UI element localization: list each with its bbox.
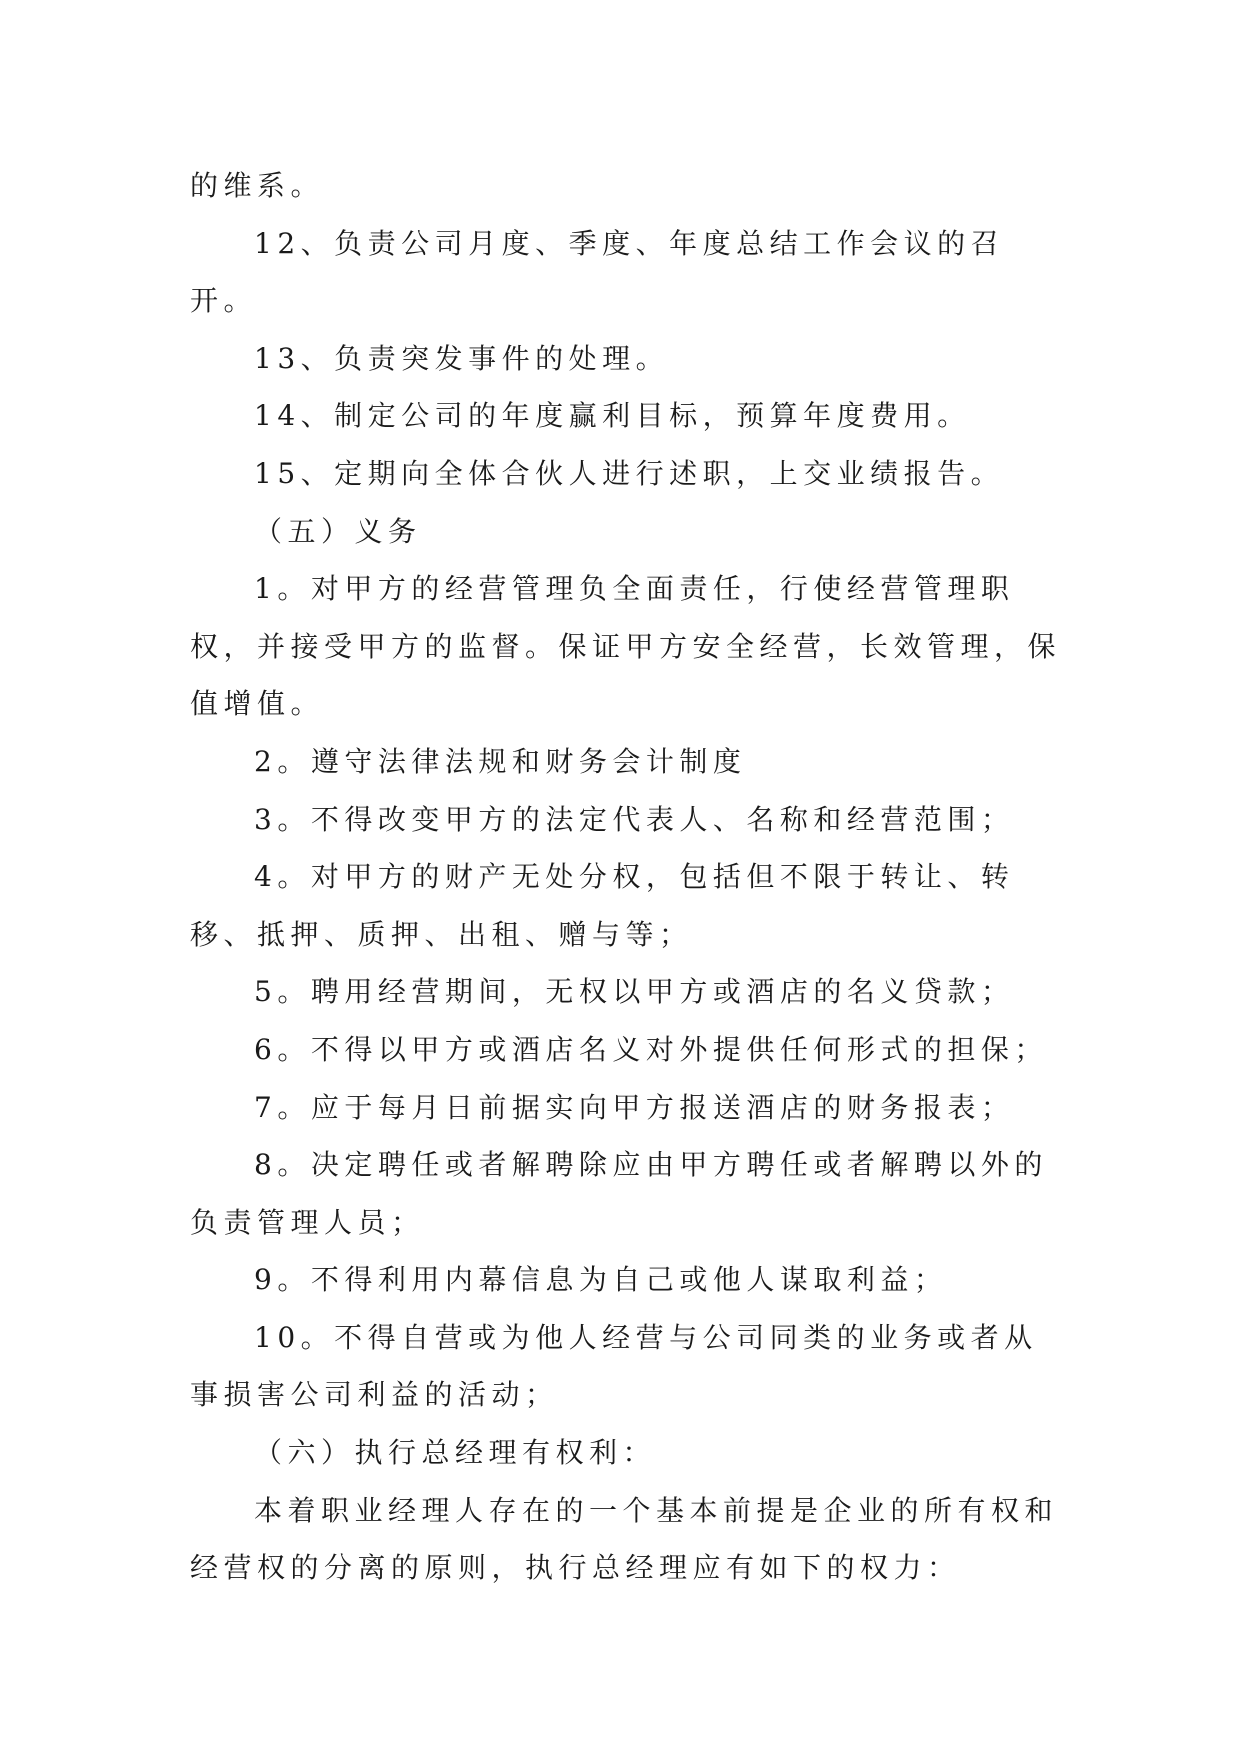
paragraph-obligation-4: 4。对甲方的财产无处分权，包括但不限于转让、转移、抵押、质押、出租、赠与等； <box>190 860 1015 951</box>
paragraph-obligation-9: 9。不得利用内幕信息为自己或他人谋取利益； <box>254 1263 948 1297</box>
paragraph-obligation-2: 2。遵守法律法规和财务会计制度 <box>254 744 747 778</box>
document-body <box>190 157 1070 1597</box>
paragraph-obligation-8: 8。决定聘任或者解聘除应由甲方聘任或者解聘以外的负责管理人员； <box>190 1148 1048 1239</box>
paragraph-obligation-7: 7。应于每月日前据实向甲方报送酒店的财务报表； <box>254 1090 1015 1124</box>
paragraph-obligation-10: 10。不得自营或为他人经营与公司同类的业务或者从事损害公司利益的活动； <box>190 1320 1038 1412</box>
paragraph-obligation-3: 3。不得改变甲方的法定代表人、名称和经营范围； <box>254 802 1015 836</box>
section-heading-rights: （六）执行总经理有权利： <box>254 1436 657 1470</box>
paragraph-rights-intro: 本着职业经理人存在的一个基本前提是企业的所有权和经营权的分离的原则，执行总经理应有如下的权力： <box>190 1493 1059 1585</box>
section-heading-obligations: （五）义务 <box>254 514 422 548</box>
paragraph-item-15: 15、定期向全体合伙人进行述职，上交业绩报告。 <box>254 456 1005 490</box>
paragraph-continuation: 的维系。 <box>190 169 325 202</box>
paragraph-obligation-6: 6。不得以甲方或酒店名义对外提供任何形式的担保； <box>254 1032 1048 1066</box>
paragraph-item-14: 14、制定公司的年度赢利目标，预算年度费用。 <box>254 399 971 433</box>
paragraph-obligation-1: 1。对甲方的经营管理负全面责任，行使经营管理职权，并接受甲方的监督。保证甲方安全经营，长效管理，保值增值。 <box>190 572 1062 721</box>
paragraph-obligation-5: 5。聘用经营期间，无权以甲方或酒店的名义贷款； <box>254 975 1015 1009</box>
paragraph-item-13: 13、负责突发事件的处理。 <box>254 341 670 375</box>
paragraph-item-12: 12、负责公司月度、季度、年度总结工作会议的召开。 <box>190 226 1005 318</box>
